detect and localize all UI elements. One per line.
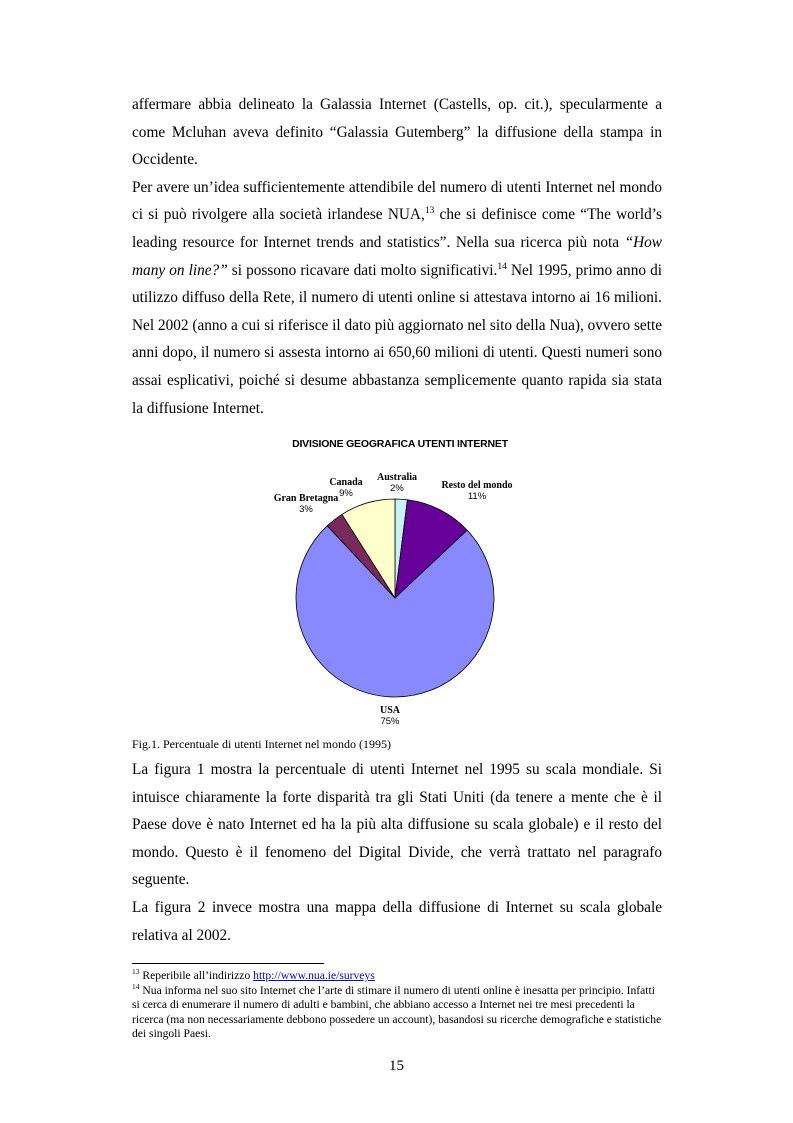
paragraph-figure1: La figura 1 mostra la percentuale di utenti Internet nel 1995 su scala mondiale. Si intuisce chiaramente la forte disparità tra gli Stati Uniti (da tenere a mente che è il Paese dove è nato Internet ed ha la più alta diffusione su scala globale) e il resto del mondo. Questo è il fenomeno del Digital Divide, che verrà trattato nel paragrafo seguente. — [132, 761, 662, 889]
page-number: 15 — [389, 1058, 404, 1074]
footnote-13: $^{13}$ Reperibile all’indirizzo http://www.nua.ie/surveys — [132, 967, 375, 982]
pie-chart-svg — [250, 430, 550, 730]
nua-survey-link[interactable]: http://www.nua.ie/surveys — [253, 969, 375, 982]
slice-label-usa: USA — [379, 705, 401, 716]
slice-label-canada: Canada — [329, 477, 363, 488]
footnote-14: $^{14}$ Nua informa nel suo sito Internet che l’arte di stimare il numero di utenti online è inesatta per principio. Infatti si cerca di enumerare il numero di adulti e bambini, che abbiano accesso a Internet nei tre mesi precedenti la ricerca (ma non necessariamente debbono possedere un account), basandosi su ricerche demografiche e statistiche dei singoli Paesi. — [132, 981, 662, 1041]
body-text-bottom — [132, 756, 662, 949]
footnote-divider — [132, 963, 324, 964]
footnote-ref-13[interactable]: 13 — [424, 206, 435, 217]
slice-label-gran-bretagna: Gran Bretagna — [273, 493, 339, 504]
figure-caption: Fig.1. Percentuale di utenti Internet nel mondo (1995) — [132, 737, 391, 751]
footnote-ref-14[interactable]: 14 — [497, 261, 507, 272]
slice-pct-usa: 75% — [380, 716, 400, 727]
pie-chart — [250, 430, 550, 730]
paragraph-nua: Per avere un’idea sufficientemente attendibile del numero di utenti Internet nel mondo ci si può rivolgere alla società irlandese NUA,$^{13}$ che si definisce come “The world’s leading resource for Internet trends and statistics”. Nella sua ricerca più nota “How many on line?” si possono ricavare dati molto significativi.$^{14}$ Nel 1995, primo anno di utilizzo diffuso della Rete, il numero di utenti online si attestava intorno ai 16 milioni. Nel 2002 (anno a cui si riferisce il dato più aggiornato nel sito della Nua), ovvero sette anni dopo, il numero si assesta intorno ai 650,60 milioni di utenti. Questi numeri sono assai esplicativi, poiché si desume abbastanza semplicemente quanto rapida sia stata la diffusione Internet. — [132, 178, 662, 417]
slice-pct-gran-bretagna: 3% — [299, 504, 313, 515]
slice-pct-australia: 2% — [390, 483, 404, 494]
footnotes — [132, 969, 662, 1042]
chart-title: DIVISIONE GEOGRAFICA UTENTI INTERNET — [292, 438, 508, 450]
slice-label-resto-del-mondo: Resto del mondo — [441, 480, 513, 491]
slice-pct-resto-del-mondo: 11% — [467, 491, 487, 502]
slice-label-australia: Australia — [377, 472, 417, 483]
study-title: “How many on line?” — [132, 233, 662, 279]
paragraph-figure2: La figura 2 invece mostra una mappa della diffusione di Internet su scala globale relativa al 2002. — [132, 898, 662, 944]
paragraph-galassia: affermare abbia delineato la Galassia Internet (Castells, op. cit.), specularmente a come Mcluhan aveva definito “Galassia Gutemberg” la diffusione della stampa in Occidente. — [132, 96, 662, 169]
body-text-top — [132, 91, 662, 422]
slice-pct-canada: 9% — [339, 488, 353, 499]
